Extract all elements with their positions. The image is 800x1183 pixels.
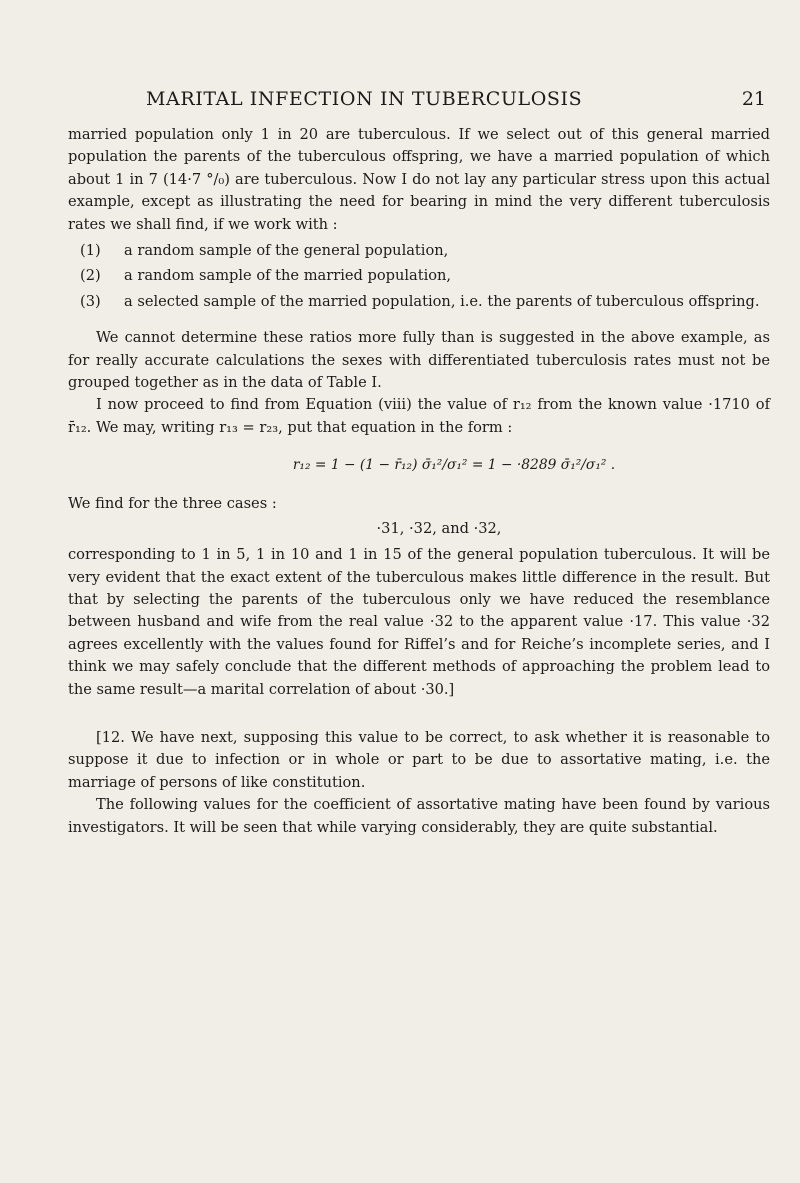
list-item-number: (1) [80,242,101,260]
page-number: 21 [741,88,766,110]
paragraph-2: We cannot determine these ratios more fully than is suggested in the above example, as for really accurate calculations the sexes with differentiated tuberculosis rates must not be grouped together as in the data of Table I. [68,329,770,392]
list-item-number: (2) [80,267,101,285]
equation: r₁₂ = 1 − (1 − r̄₁₂) σ̄₁²/σ₁² = 1 − ·8289 σ̄₁²/σ₁² . [292,457,616,474]
paragraph-6: [12. We have next, supposing this value to be correct, to ask whether it is reasonable to suppose it due to infection or in whole or part to be due to assortative mating, i.e. the marriage of persons of like constitution. [68,728,770,791]
paragraph-5: corresponding to 1 in 5, 1 in 10 and 1 in 15 of the general population tuberculous. It will be very evident that the exact extent of the tuberculous makes little difference in the result. But that by selecting the parents of the tuberculous only we have reduced the resemblance between husband and wife from the real value ·32 to the apparent value ·17. This value ·32 agrees excellently with the values found for Riffel’s and for Reiche’s incomplete series, and I think we may safely conclude that the different methods of approaching the problem lead to the same result—a marital correlation of about ·30.] [68,546,770,698]
paragraph-4: We find for the three cases : [68,495,277,513]
list-item-number: (3) [80,292,101,310]
sample-list [68,240,770,313]
page-header [68,88,770,114]
list-item [68,265,770,287]
list-item [68,291,770,313]
paragraph-3: I now proceed to find from Equation (viii) the value of r₁₂ from the known value ·1710 of r̄₁₂. We may, writing r₁₃ = r₂₃, put that equation in the form : [68,396,770,436]
list-item [68,240,770,262]
paragraph-1: married population only 1 in 20 are tuberculous. If we select out of this general married population the parents of the tuberculous offspring, we have a married population of which about 1 in 7 (14·7 °/₀) are tuberculous. Now I do not lay any particular stress upon this actual example, except as illustrating the need for bearing in mind the very different tuberculosis rates we shall find, if we work with : [68,126,770,233]
body-text [68,124,770,839]
list-item-text: a random sample of the married population, [124,267,452,285]
list-item-text: a selected sample of the married population, i.e. the parents of tuberculous offspring. [124,292,760,310]
running-title: MARITAL INFECTION IN TUBERCULOSIS [146,88,583,110]
list-item-text: a random sample of the general population, [124,242,449,260]
paragraph-7: The following values for the coefficient of assortative mating have been found by various investigators. It will be seen that while varying considerably, they are quite substantial. [68,796,770,836]
case-values: ·31, ·32, and ·32, [376,519,502,537]
